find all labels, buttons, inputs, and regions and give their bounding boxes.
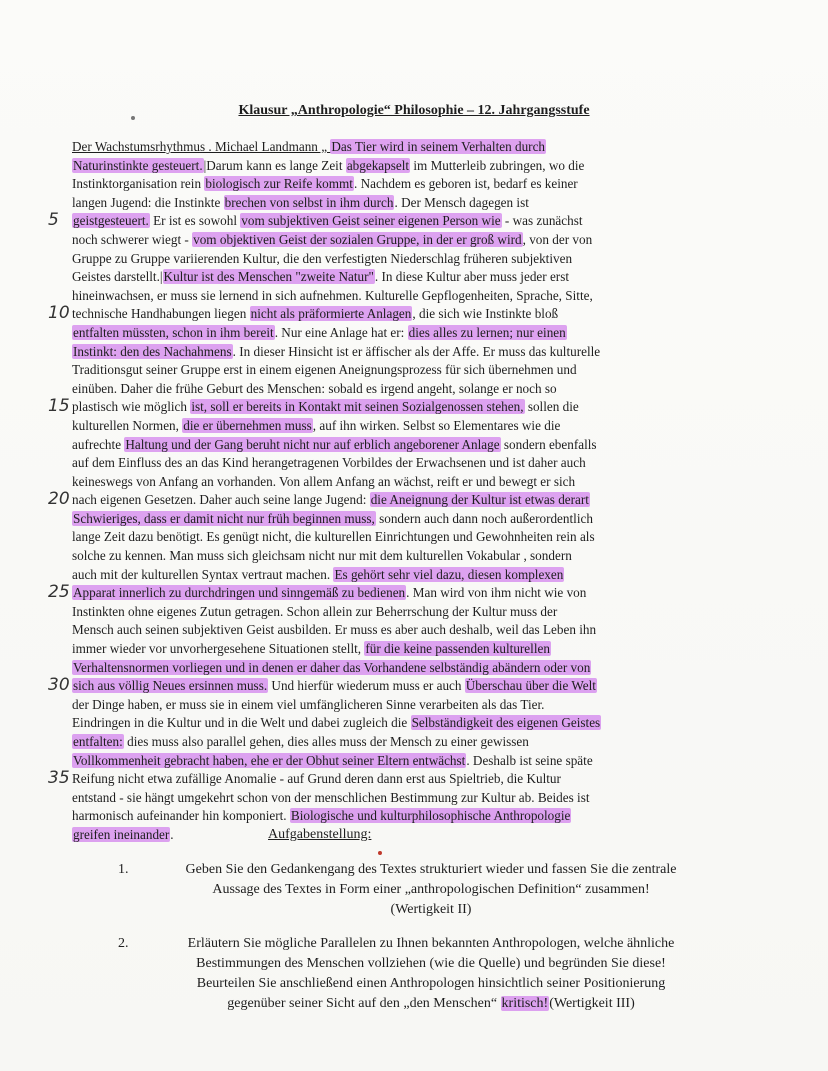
text-segment: im Mutterleib zubringen, wo die <box>410 157 585 173</box>
text-line <box>72 491 722 510</box>
highlighted-text: Das Tier wird in seinem Verhalten durch <box>331 139 546 154</box>
ink-dot <box>378 851 382 855</box>
text-line <box>72 510 722 529</box>
highlighted-text: vom objektiven Geist der sozialen Gruppe, in der er groß wird <box>193 231 522 247</box>
task-line: Aussage des Textes in Form einer „anthropologischen Definition“ zusammen! <box>212 882 650 897</box>
text-segment: Traditionsgut seiner Gruppe erst in einem eigenen Aneignungsprozess für sich übernehmen und <box>72 362 577 378</box>
text-line <box>72 640 722 659</box>
text-line <box>72 547 722 566</box>
highlighted-text: brechen von selbst in ihm durch <box>224 194 394 210</box>
text-line <box>72 287 722 306</box>
text-segment: |Darum kann es lange Zeit <box>203 157 346 173</box>
text-segment: entstand - sie hängt umgekehrt schon von der menschlichen Bestimmung zur Kultur ab. Beides ist <box>72 789 590 805</box>
text-segment: kulturellen Normen, <box>72 417 183 433</box>
text-segment: sondern ebenfalls <box>500 436 597 452</box>
text-line <box>72 807 722 826</box>
text-segment: . Man wird von ihm nicht wie von <box>406 585 587 601</box>
margin-line-number: 20 <box>48 489 70 510</box>
text-line <box>72 175 722 194</box>
page-title: Klausur „Anthropologie“ Philosophie – 12. Jahrgangsstufe <box>238 103 590 118</box>
highlighted-text: Instinkt: den des Nachahmens <box>73 343 232 359</box>
text-segment: immer wieder vor unvorhergesehene Situationen stellt, <box>72 641 365 657</box>
text-segment: . Der Mensch dagegen ist <box>394 194 529 210</box>
text-line <box>72 268 722 287</box>
text-line <box>72 789 722 808</box>
text-segment: . Deshalb ist seine späte <box>466 752 593 768</box>
text-line <box>72 250 722 269</box>
text-segment: Mensch auch seinen subjektiven Geist ausbilden. Er muss es aber auch deshalb, weil das Leben ihn <box>72 622 597 638</box>
margin-line-number: 5 <box>48 210 59 231</box>
text-segment: technische Handhabungen liegen <box>72 306 250 322</box>
text-segment: Reifung nicht etwa zufällige Anomalie - auf Grund deren dann erst aus Spieltrieb, die Kultur <box>72 771 561 787</box>
text-line <box>72 454 722 473</box>
text-line <box>72 436 722 455</box>
text-segment: sollen die <box>524 399 579 415</box>
text-segment: , die sich wie Instinkte bloß <box>412 306 559 322</box>
text-line <box>72 621 722 640</box>
task-text <box>144 860 718 920</box>
text-segment: harmonisch aufeinander hin komponiert. <box>72 808 290 824</box>
text-segment: lange Zeit dazu benötigt. Es genügt nicht, die kulturellen Einrichtungen und Gewohnheiten rein als <box>72 529 595 545</box>
task-text <box>144 934 718 1014</box>
task-line: (Wertigkeit II) <box>390 902 472 917</box>
text-segment: keineswegs von Anfang an vorhanden. Von allem Anfang an wächst, reift er und bewegt er sich <box>72 473 576 489</box>
highlighted-text: dies alles zu lernen; nur einen <box>408 324 566 340</box>
text-line <box>72 677 722 696</box>
task-line: Bestimmungen des Menschen vollziehen (wie die Quelle) und begründen Sie diese! <box>196 956 666 971</box>
highlighted-text: sich aus völlig Neues ersinnen muss. <box>73 678 268 694</box>
text-segment: , auf ihn wirken. Selbst so Elementares wie die <box>312 417 561 433</box>
text-segment: aufrechte <box>72 436 125 452</box>
text-segment: (Wertigkeit III) <box>549 996 635 1011</box>
text-segment: Instinktorganisation rein <box>72 176 205 192</box>
text-line <box>72 826 722 845</box>
highlighted-text: abgekapselt <box>346 157 410 173</box>
task-line: Beurteilen Sie anschließend einen Anthropologen hinsichtlich seiner Positionierung <box>196 976 666 991</box>
task-list <box>118 860 718 1028</box>
text-line <box>72 361 722 380</box>
text-segment: . <box>170 826 174 842</box>
text-line <box>72 733 722 752</box>
ink-dot <box>131 116 135 120</box>
highlighted-text: Überschau über die Welt <box>465 678 596 694</box>
text-segment: . Nachdem es geboren ist, bedarf es keiner <box>353 176 578 192</box>
highlighted-text: entfalten: <box>73 734 123 749</box>
margin-line-number: 25 <box>48 582 70 603</box>
highlighted-text: nicht als präformierte Anlagen <box>250 306 412 322</box>
highlighted-text: greifen ineinander <box>73 826 170 842</box>
text-line <box>72 584 722 603</box>
text-line <box>72 398 722 417</box>
highlighted-text: Apparat innerlich zu durchdringen und sinngemäß zu bedienen <box>73 585 406 601</box>
highlighted-text: Es gehört sehr viel dazu, diesen komplexen <box>334 566 564 582</box>
highlighted-text: Vollkommenheit gebracht haben, ehe er der Obhut seiner Eltern entwächst <box>73 752 466 768</box>
highlighted-text: Selbständigkeit des eigenen Geistes <box>411 715 601 731</box>
text-line <box>72 157 722 176</box>
task-item <box>118 934 718 1014</box>
source-text <box>72 138 722 845</box>
task-number: 1. <box>118 862 129 877</box>
text-line <box>72 528 722 547</box>
highlighted-text: biologisch zur Reife kommt <box>205 176 353 192</box>
highlighted-text: Biologische und kulturphilosophische Anthropologie <box>290 808 571 824</box>
text-segment: plastisch wie möglich <box>72 399 191 415</box>
text-line <box>72 343 722 362</box>
task-line: Geben Sie den Gedankengang des Textes strukturiert wieder und fassen Sie die zentrale <box>185 862 677 877</box>
highlighted-text: für die keine passenden kulturellen <box>365 641 550 657</box>
text-segment: solche zu kennen. Man muss sich gleichsam nicht nur mit dem kulturellen Vokabular , sondern <box>72 548 572 564</box>
text-segment: einüben. Daher die frühe Geburt des Menschen: sobald es irgend angeht, solange er noch so <box>72 380 557 396</box>
task-item <box>118 860 718 920</box>
text-line <box>72 305 722 324</box>
text-segment: noch schwerer wiegt - <box>72 231 193 247</box>
source-reference: Der Wachstumsrhythmus . Michael Landmann „ <box>72 139 331 154</box>
text-segment: . In diese Kultur aber muss jeder erst <box>374 269 569 285</box>
text-line <box>72 696 722 715</box>
text-line <box>72 566 722 585</box>
margin-line-number: 35 <box>48 768 70 789</box>
margin-line-number: 10 <box>48 303 70 324</box>
text-segment: Er ist es sowohl <box>149 213 241 229</box>
highlighted-text: Haltung und der Gang beruht nicht nur auf erblich angeborener Anlage <box>125 436 500 452</box>
text-segment: hineinwachsen, er muss sie lernend in sich aufnehmen. Kulturelle Gepflogenheiten, Sprache, Sitte, <box>72 287 593 303</box>
text-segment: Instinkten ohne eigenes Zutun getragen. Schon allein zur Beherrschung der Kultur muss der <box>72 603 558 619</box>
text-line <box>72 324 722 343</box>
text-segment: Gruppe zu Gruppe variierenden Kultur, die den verfestigten Niederschlag früheren subjektiven <box>72 250 573 266</box>
text-line <box>72 659 722 678</box>
text-line <box>72 380 722 399</box>
text-line <box>72 714 722 733</box>
text-segment: . Nur eine Anlage hat er: <box>274 324 408 340</box>
text-segment: Eindringen in die Kultur und in die Welt und dabei zugleich die <box>72 715 411 731</box>
text-line <box>72 473 722 492</box>
text-line <box>72 231 722 250</box>
text-segment: dies muss also parallel gehen, dies alles muss der Mensch zu einer gewissen <box>123 734 529 749</box>
text-segment: , von der von <box>522 231 593 247</box>
text-segment: - was zunächst <box>501 213 583 229</box>
task-line: Erläutern Sie mögliche Parallelen zu Ihnen bekannten Anthropologen, welche ähnliche <box>187 936 675 951</box>
highlighted-text: vom subjektiven Geist seiner eigenen Person wie <box>241 213 501 229</box>
text-line <box>72 752 722 771</box>
text-segment: auf dem Einfluss des an das Kind herangetragenen Vorbildes der Erwachsenen und ist daher auch <box>72 455 586 471</box>
highlighted-text: Naturinstinkte gesteuert. <box>73 157 203 173</box>
text-line <box>72 212 722 231</box>
text-segment: langen Jugend: die Instinkte <box>72 194 224 210</box>
text-segment: gegenüber seiner Sicht auf den „den Menschen“ <box>227 996 501 1011</box>
highlighted-text: geistgesteuert. <box>73 213 149 229</box>
text-line <box>72 417 722 436</box>
margin-line-number: 15 <box>48 396 70 417</box>
highlighted-text: Kultur ist des Menschen "zweite Natur" <box>163 269 374 285</box>
text-line <box>72 603 722 622</box>
text-segment: sondern auch dann noch außerordentlich <box>375 510 593 526</box>
text-segment: . In dieser Hinsicht ist er äffischer als der Affe. Er muss das kulturelle <box>232 343 601 359</box>
highlighted-text: Schwieriges, dass er damit nicht nur früh beginnen muss, <box>73 510 375 526</box>
highlighted-text: entfalten müssten, schon in ihm bereit <box>73 324 274 340</box>
highlighted-text: ist, soll er bereits in Kontakt mit seinen Sozialgenossen stehen, <box>191 399 524 415</box>
text-segment: Und hierfür wiederum muss er auch <box>268 678 465 694</box>
text-line <box>72 194 722 213</box>
text-line <box>72 770 722 789</box>
highlighted-text: Verhaltensnormen vorliegen und in denen er daher das Vorhandene selbständig abändern oder von <box>73 659 591 675</box>
text-segment: Geistes darstellt.| <box>72 269 163 285</box>
margin-line-number: 30 <box>48 675 70 696</box>
highlighted-text: die er übernehmen muss <box>183 417 312 433</box>
text-segment: auch mit der kulturellen Syntax vertraut machen. <box>72 566 334 582</box>
highlighted-text: die Aneignung der Kultur ist etwas derart <box>370 492 589 508</box>
text-line <box>72 138 722 157</box>
task-line <box>144 994 718 1014</box>
task-number: 2. <box>118 936 129 951</box>
highlighted-text: kritisch! <box>501 996 549 1011</box>
task-heading: Aufgabenstellung: <box>268 827 372 842</box>
text-segment: der Dinge haben, er muss sie in einem viel umfänglicheren Sinne verarbeiten als das Tier. <box>72 696 545 712</box>
text-segment: nach eigenen Gesetzen. Daher auch seine lange Jugend: <box>72 492 370 508</box>
